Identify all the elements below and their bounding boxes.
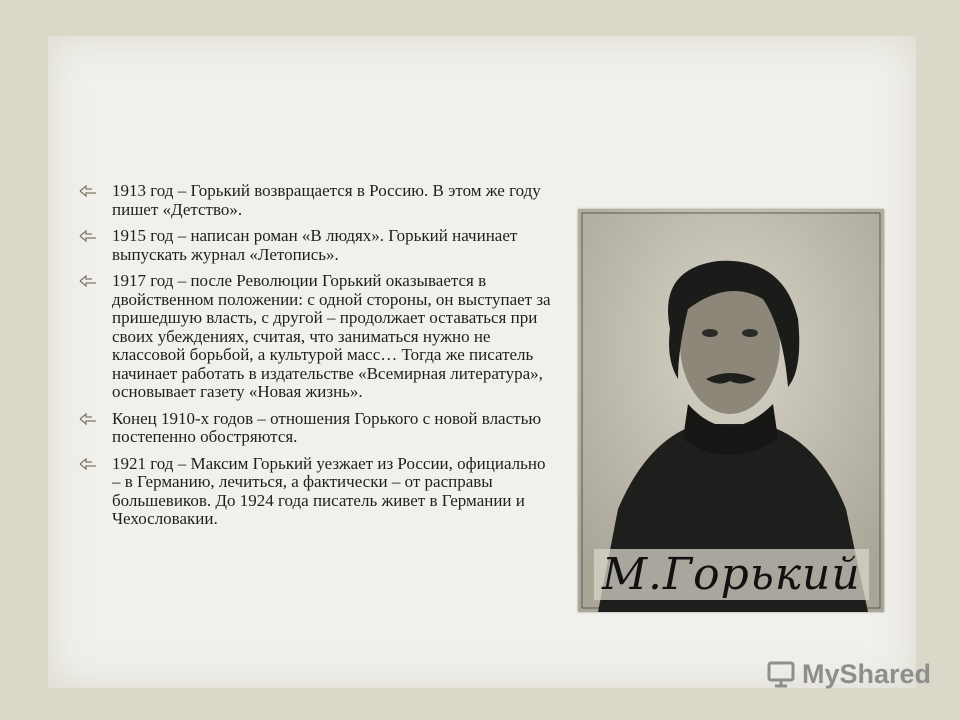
bullet-item-3	[74, 272, 552, 402]
bullet-item-4	[74, 410, 552, 447]
bullet-icon	[78, 457, 98, 471]
bullet-text: 1921 год – Максим Горький уезжает из России, официально – в Германию, лечиться, а фактически – от расправы большевиков. До 1924 года писатель живет в Германии и Чехословакии.	[112, 453, 546, 528]
watermark[interactable]	[766, 656, 931, 692]
bullet-text: 1913 год – Горький возвращается в Россию. В этом же году пишет «Детство».	[112, 181, 541, 219]
portrait-photo	[578, 209, 884, 612]
bullet-icon	[78, 274, 98, 288]
bullet-item-1	[74, 182, 552, 219]
watermark-text: MyShared	[802, 658, 932, 689]
bullet-icon	[78, 184, 98, 198]
presentation-icon	[766, 659, 796, 689]
bullet-icon	[78, 229, 98, 243]
bullet-item-5	[74, 455, 552, 529]
bullet-item-2	[74, 227, 552, 264]
bullet-text: 1917 год – после Революции Горький оказывается в двойственном положении: с одной стороны, он выступает за пришедшую власть, с другой – продолжает оставаться при своих убеждениях, считая, что заниматься нужно не классовой борьбой, а культурой масс… Тогда же писатель начинает работать в издательстве «Всемирная литература», основывает газету «Новая жизнь».	[112, 271, 551, 401]
bullet-list	[74, 182, 552, 537]
signature: М.Горький	[594, 549, 869, 600]
bullet-icon	[78, 412, 98, 426]
bullet-text: Конец 1910-х годов – отношения Горького с новой властью постепенно обостряются.	[112, 408, 542, 446]
bullet-text: 1915 год – написан роман «В людях». Горький начинает выпускать журнал «Летопись».	[112, 226, 518, 264]
